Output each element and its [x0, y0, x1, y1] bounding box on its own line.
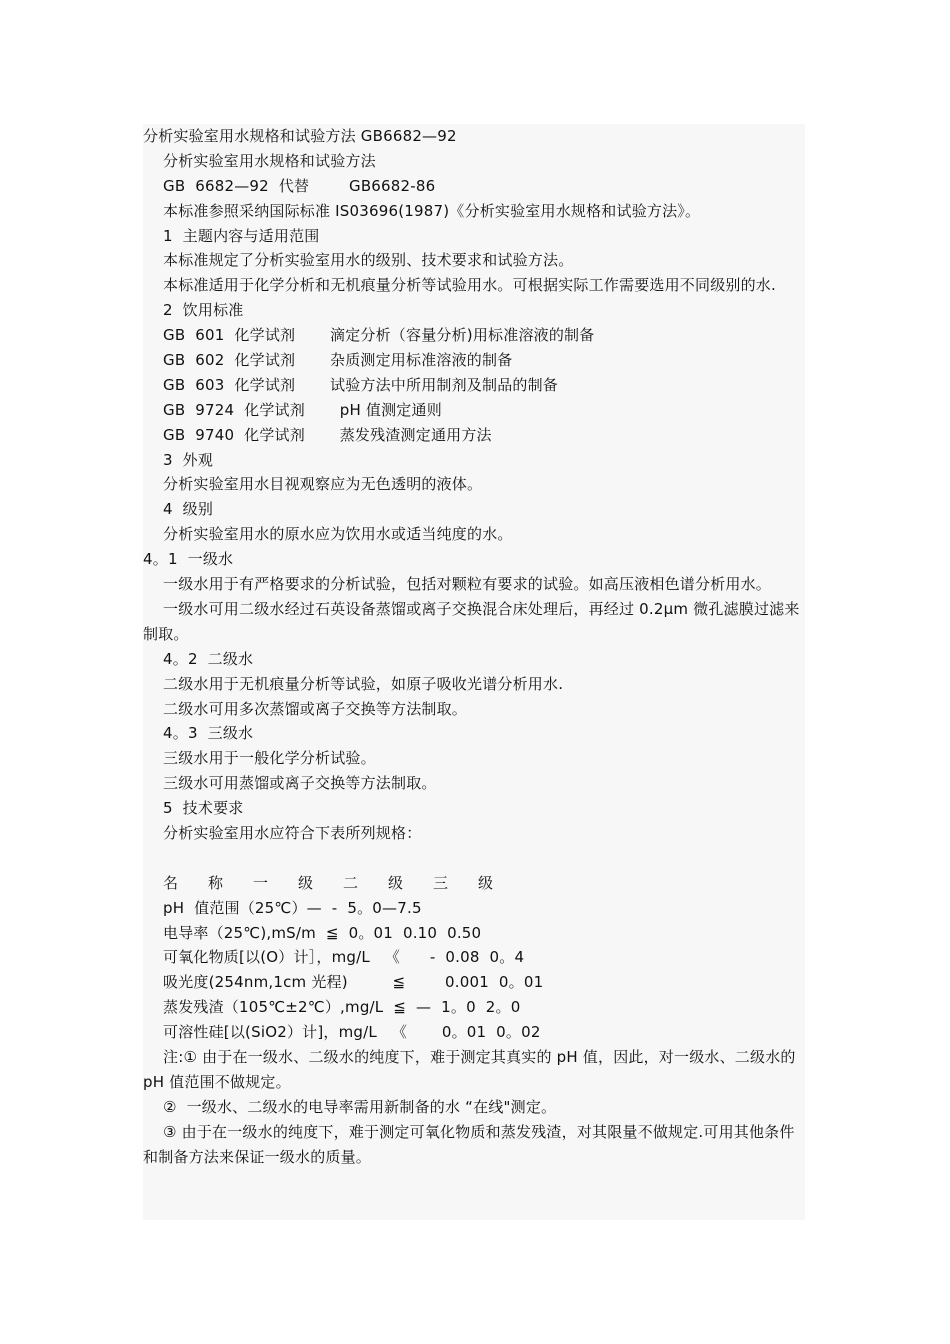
section-4-1-heading: 4。1 一级水 [143, 550, 234, 569]
spec-table-row: 吸光度(254nm,1cm 光程) ≦ 0.001 0。01 [163, 973, 544, 992]
table-note: ② 一级水、二级水的电导率需用新制备的水 “在线"测定。 [163, 1097, 557, 1116]
section-4-heading: 4 级别 [163, 500, 214, 519]
section-4-2-paragraph: 二级水可用多次蒸馏或离子交换等方法制取。 [163, 699, 468, 718]
reference-item: GB 603 化学试剂 试验方法中所用制剂及制品的制备 [163, 375, 558, 394]
section-1-paragraph: 本标准适用于化学分析和无机痕量分析等试验用水。可根据实际工作需要选用不同级别的水. [163, 276, 776, 295]
section-4-2-paragraph: 二级水用于无机痕量分析等试验，如原子吸收光谱分析用水. [163, 674, 564, 693]
reference-item: GB 602 化学试剂 杂质测定用标准溶液的制备 [163, 351, 513, 370]
table-note: ③ 由于在一级水的纯度下，难于测定可氧化物质和蒸发残渣，对其限量不做规定.可用其他条件和制备方法来保证一级水的质量。 [143, 1122, 795, 1166]
section-5-heading: 5 技术要求 [163, 799, 244, 818]
section-4-2-heading: 4。2 二级水 [163, 649, 254, 668]
document-subtitle: 分析实验室用水规格和试验方法 [163, 151, 376, 170]
section-5-paragraph: 分析实验室用水应符合下表所列规格： [163, 824, 422, 842]
spec-table-row: 可氧化物质[以(O）计］，mg/L 《 - 0.08 0。4 [163, 948, 525, 967]
section-4-3-paragraph: 三级水用于一般化学分析试验。 [163, 749, 376, 768]
reference-item: GB 601 化学试剂 滴定分析（容量分析)用标准溶液的制备 [163, 326, 595, 345]
section-4-paragraph: 分析实验室用水的原水应为饮用水或适当纯度的水。 [163, 525, 513, 544]
section-3-heading: 3 外观 [163, 450, 214, 469]
spec-table-row: 电导率（25℃),mS/m ≦ 0。01 0.10 0.50 [163, 923, 482, 942]
spec-table-row: 蒸发残渣（105℃±2℃）,mg/L ≦ — 1。0 2。0 [163, 998, 521, 1017]
section-4-3-paragraph: 三级水可用蒸馏或离子交换等方法制取。 [163, 774, 437, 793]
reference-item: GB 9740 化学试剂 蒸发残渣测定通用方法 [163, 425, 492, 444]
spec-table-header: 名 称 一 级 二 级 三 级 [163, 873, 494, 892]
section-4-1-paragraph: 一级水可用二级水经过石英设备蒸馏或离子交换混合床处理后，再经过 0.2μm 微孔滤膜过滤来制取。 [143, 599, 800, 643]
standard-number-line: GB 6682—92 代替 GB6682-86 [163, 176, 436, 195]
reference-standard-line: 本标准参照采纳国际标准 IS03696(1987)《分析实验室用水规格和试验方法》。 [163, 201, 701, 220]
section-4-1-paragraph: 一级水用于有严格要求的分析试验，包括对颗粒有要求的试验。如高压液相色谱分析用水。 [163, 575, 772, 594]
section-2-heading: 2 饮用标准 [163, 301, 244, 320]
section-4-3-heading: 4。3 三级水 [163, 724, 254, 743]
section-3-paragraph: 分析实验室用水目视观察应为无色透明的液体。 [163, 475, 483, 494]
section-1-paragraph: 本标准规定了分析实验室用水的级别、技术要求和试验方法。 [163, 251, 574, 270]
spec-table-row: pH 值范围（25℃）— - 5。0—7.5 [163, 898, 422, 917]
blank-line [143, 846, 805, 871]
spec-table-row: 可溶性硅[以(SiO2）计]，mg/L 《 0。01 0。02 [163, 1023, 541, 1042]
document-title: 分析实验室用水规格和试验方法 GB6682—92 [143, 127, 457, 145]
section-1-heading: 1 主题内容与适用范围 [163, 226, 320, 245]
reference-item: GB 9724 化学试剂 pH 值测定通则 [163, 400, 442, 419]
document-body [143, 124, 805, 1220]
table-note: 注:① 由于在一级水、二级水的纯度下，难于测定其真实的 pH 值，因此，对一级水、二级水的 pH 值范围不做规定。 [143, 1048, 796, 1091]
